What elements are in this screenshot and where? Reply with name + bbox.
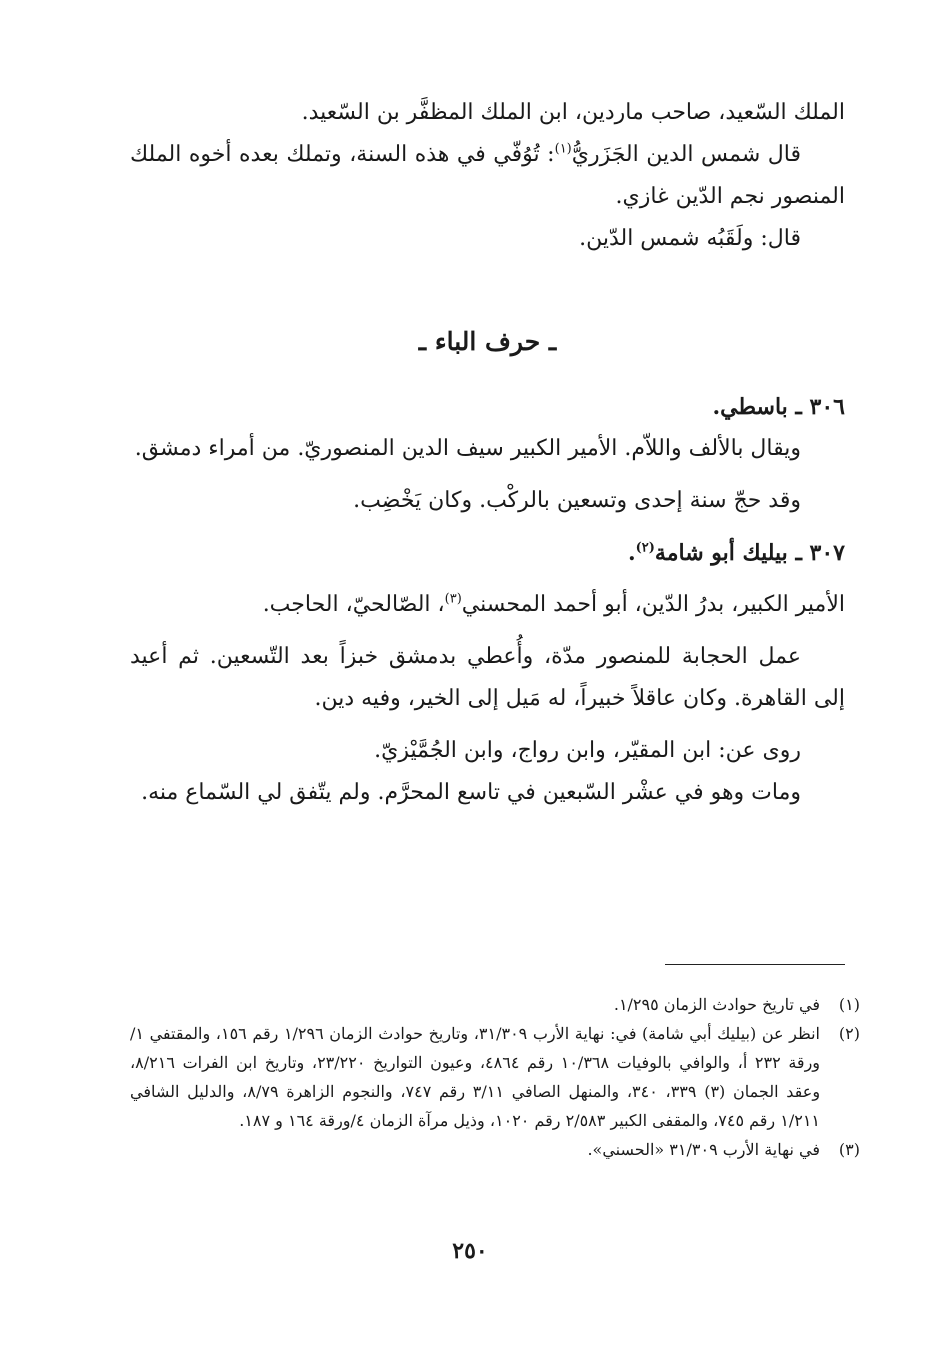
footnote-number: (٣) bbox=[838, 1140, 860, 1159]
footnote-ref-3: (٣) bbox=[444, 591, 462, 607]
entry-307-paragraph-4: ومات وهو في عشْر السّبعين في تاسع المحرَّم. ولم يتّفق لي السّماع منه. bbox=[141, 780, 801, 805]
entry-307-p1-end: ، الصّالحيّ، الحاجب. bbox=[262, 592, 445, 617]
entry-307-title-text: ٣٠٧ ـ بيليك أبو شامة bbox=[654, 540, 845, 566]
footnote-ref-2: (٢) bbox=[635, 540, 655, 556]
entry-307-paragraph-1 bbox=[130, 584, 845, 626]
entry-306-paragraph-2: وقد حجّ سنة إحدى وتسعين بالركْب. وكان يَخْضِب. bbox=[353, 488, 801, 513]
footnote-text: انظر عن (بيليك أبي شامة) في: نهاية الأرب ٣١/٣٠٩، وتاريخ حوادث الزمان ١/٢٩٦ رقم ١٥٦، والمقتفي ١/ورقة ٢٣٢ أ، والوافي بالوفيات ١٠/٣٦٨ رقم ٤٨٦٤، وعيون التواريخ ٢٣/٢٢٠، وتاريخ ابن الفرات ٨/٢١٦، وعقد الجمان (٣) ٣٣٩، ٣٤٠، والمنهل الصافي ٣/١١ رقم ٧٤٧، والنجوم الزاهرة ٨/٧٩، والدليل الشافي ١/٢١١ رقم ٧٤٥، والمقفى الكبير ٢/٥٨٣ رقم ١٠٢٠، وذيل مرآة الزمان ٤/ورقة ١٦٤ و ١٨٧. bbox=[130, 1024, 821, 1130]
footnote-1 bbox=[130, 990, 860, 1019]
entry-307-p1-start: الأمير الكبير، بدرُ الدّين، أبو أحمد المحسني bbox=[461, 592, 845, 617]
main-text-block bbox=[130, 92, 845, 814]
entry-307-paragraph-3: روى عن: ابن المقيّر، وابن رواج، وابن الجُمَّيْزيّ. bbox=[374, 738, 801, 763]
paragraph-continuation: الملك السّعيد، صاحب ماردين، ابن الملك المظفَّر بن السّعيد. bbox=[301, 100, 845, 125]
paragraph-jazari bbox=[130, 134, 845, 218]
footnote-number: (١) bbox=[838, 995, 860, 1014]
paragraph-jazari-start: قال شمس الدين الجَزَريُّ bbox=[571, 142, 801, 167]
paragraph-laqab: قال: ولَقَبُه شمس الدّين. bbox=[579, 226, 801, 251]
paragraph-jazari-end: : تُوُفّي في هذه السنة، وتملك بعده أخوه الملك المنصور نجم الدّين غازي. bbox=[130, 142, 845, 209]
footnote-text: في تاريخ حوادث الزمان ١/٢٩٥. bbox=[613, 995, 820, 1014]
footnote-divider bbox=[665, 964, 845, 965]
entry-307-title bbox=[130, 532, 845, 574]
footnote-3 bbox=[130, 1135, 860, 1164]
section-heading: ـ حرف الباء ـ bbox=[418, 327, 557, 356]
footnotes-block bbox=[130, 990, 860, 1164]
footnote-number: (٢) bbox=[838, 1024, 860, 1043]
entry-306-title: ٣٠٦ ـ باسطي. bbox=[712, 394, 845, 420]
footnote-ref-1: (١) bbox=[554, 141, 572, 157]
entry-306-paragraph-1: ويقال بالألف واللاّم. الأمير الكبير سيف الدين المنصوريّ. من أمراء دمشق. bbox=[134, 436, 801, 461]
footnote-2 bbox=[130, 1019, 860, 1135]
page-number: ٢٥٠ bbox=[452, 1238, 488, 1264]
entry-307-title-end: . bbox=[627, 540, 636, 566]
footnote-text: في نهاية الأرب ٣١/٣٠٩ «الحسني». bbox=[587, 1140, 820, 1159]
entry-307-paragraph-2: عمل الحجابة للمنصور مدّة، وأُعطي بدمشق خبزاً بعد التّسعين. ثم أعيد إلى القاهرة. وكان عاقلاً خبيراً، له مَيل إلى الخير، وفيه دين. bbox=[130, 644, 845, 711]
